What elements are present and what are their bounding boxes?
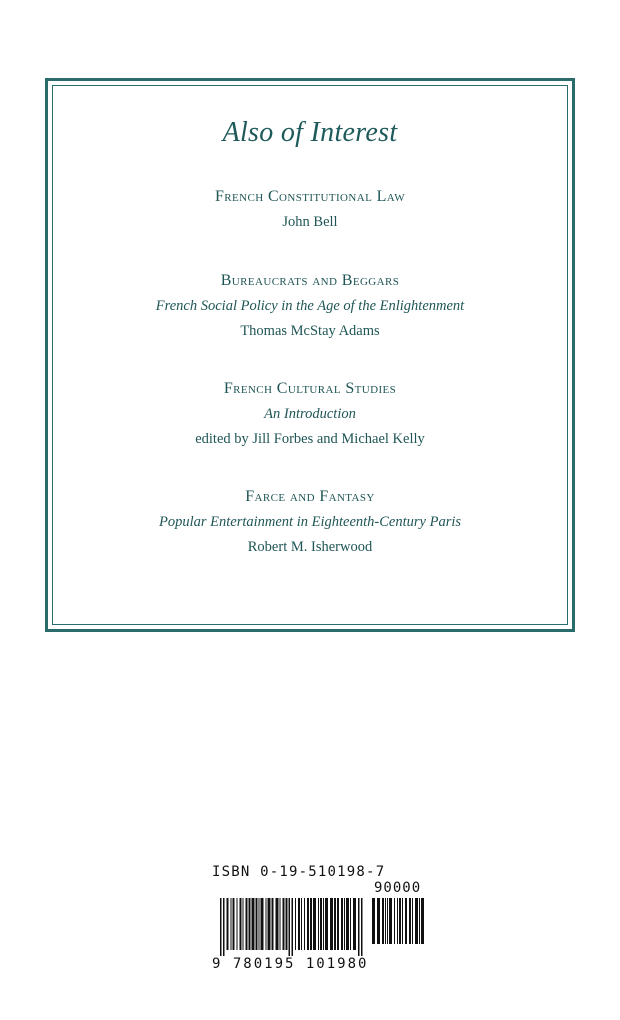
book-title: French Cultural Studies [223, 380, 397, 397]
book-title: French Constitutional Law [214, 188, 406, 205]
barcode-bar [402, 898, 403, 944]
barcode-bar [231, 898, 232, 950]
barcode-bar [313, 898, 316, 950]
book-subtitle: French Social Policy in the Age of the Enlightenment [155, 298, 465, 314]
barcode-bar [283, 898, 285, 950]
barcode-bar [350, 898, 351, 950]
barcode-bar [330, 898, 333, 950]
barcode-bar [412, 898, 413, 944]
barcode-bar [233, 898, 235, 950]
barcode-bar [320, 898, 322, 950]
barcode-bar [415, 898, 418, 944]
barcode-bar [289, 898, 291, 956]
barcode-bar [344, 898, 345, 950]
barcode-bar [298, 898, 300, 950]
barcode-bar [397, 898, 398, 944]
barcode-bar [256, 898, 258, 950]
barcode-bar [220, 898, 222, 956]
barcode-bar [252, 898, 255, 950]
barcode-bar [409, 898, 411, 944]
barcode-bar [292, 898, 294, 956]
barcode-bar [394, 898, 395, 944]
book-entry-2 [48, 271, 572, 341]
barcode-bar [387, 898, 388, 944]
isbn-number: ISBN 0-19-510198-7 [212, 864, 386, 880]
barcode-bar [310, 898, 312, 950]
book-subtitle: Popular Entertainment in Eighteenth-Century Paris [158, 514, 462, 530]
barcode-bar [361, 898, 363, 956]
barcode-bar [334, 898, 336, 950]
barcode-bar [399, 898, 401, 944]
book-subtitle: An Introduction [264, 406, 356, 422]
isbn-barcode [210, 862, 430, 982]
book-author: edited by Jill Forbes and Michael Kelly [195, 431, 425, 447]
barcode-bar [341, 898, 343, 950]
barcode-bar [358, 898, 360, 956]
price-code: 90000 [374, 880, 422, 896]
book-title: Farce and Fantasy [245, 488, 375, 505]
barcode-bar [268, 898, 271, 950]
book-entry-4 [48, 487, 572, 557]
barcode-bar [304, 898, 305, 950]
barcode-bar [377, 898, 380, 944]
barcode-bar [389, 898, 392, 944]
book-title: Bureaucrats and Beggars [220, 272, 400, 289]
barcode-bars [210, 898, 428, 956]
book-entry-3 [48, 379, 572, 449]
barcode-bar [266, 898, 267, 950]
barcode-bar [243, 898, 244, 950]
barcode-digits: 9 780195 101980 [212, 956, 369, 972]
barcode-bar [261, 898, 264, 950]
interest-frame [45, 78, 575, 632]
barcode-bar [323, 898, 324, 950]
barcode-bar [419, 898, 420, 944]
book-author: John Bell [282, 214, 338, 230]
barcode-bar [272, 898, 274, 950]
book-entry-1 [48, 187, 572, 232]
barcode-bar [246, 898, 248, 950]
barcode-bar [353, 898, 356, 950]
barcode-bar [325, 898, 328, 950]
barcode-bar [237, 898, 238, 950]
barcode-bar [249, 898, 251, 950]
barcode-bar [382, 898, 384, 944]
barcode-bar [286, 898, 288, 950]
barcode-bar [223, 898, 225, 956]
barcode-bar [301, 898, 302, 950]
also-of-interest-heading: Also of Interest [222, 117, 398, 148]
barcode-bar [372, 898, 375, 944]
barcode-bar [227, 898, 229, 950]
barcode-bar [346, 898, 349, 950]
barcode-bar [421, 898, 424, 944]
barcode-bar [240, 898, 242, 950]
book-author: Thomas McStay Adams [240, 323, 380, 339]
barcode-bar [307, 898, 309, 950]
barcode-bar [276, 898, 279, 950]
barcode-bar [318, 898, 319, 950]
barcode-bar [337, 898, 339, 950]
barcode-bar [280, 898, 281, 950]
barcode-bar [259, 898, 260, 950]
barcode-bar [385, 898, 386, 944]
barcode-bar [405, 898, 407, 944]
book-author: Robert M. Isherwood [247, 539, 373, 555]
barcode-bar [295, 898, 296, 950]
